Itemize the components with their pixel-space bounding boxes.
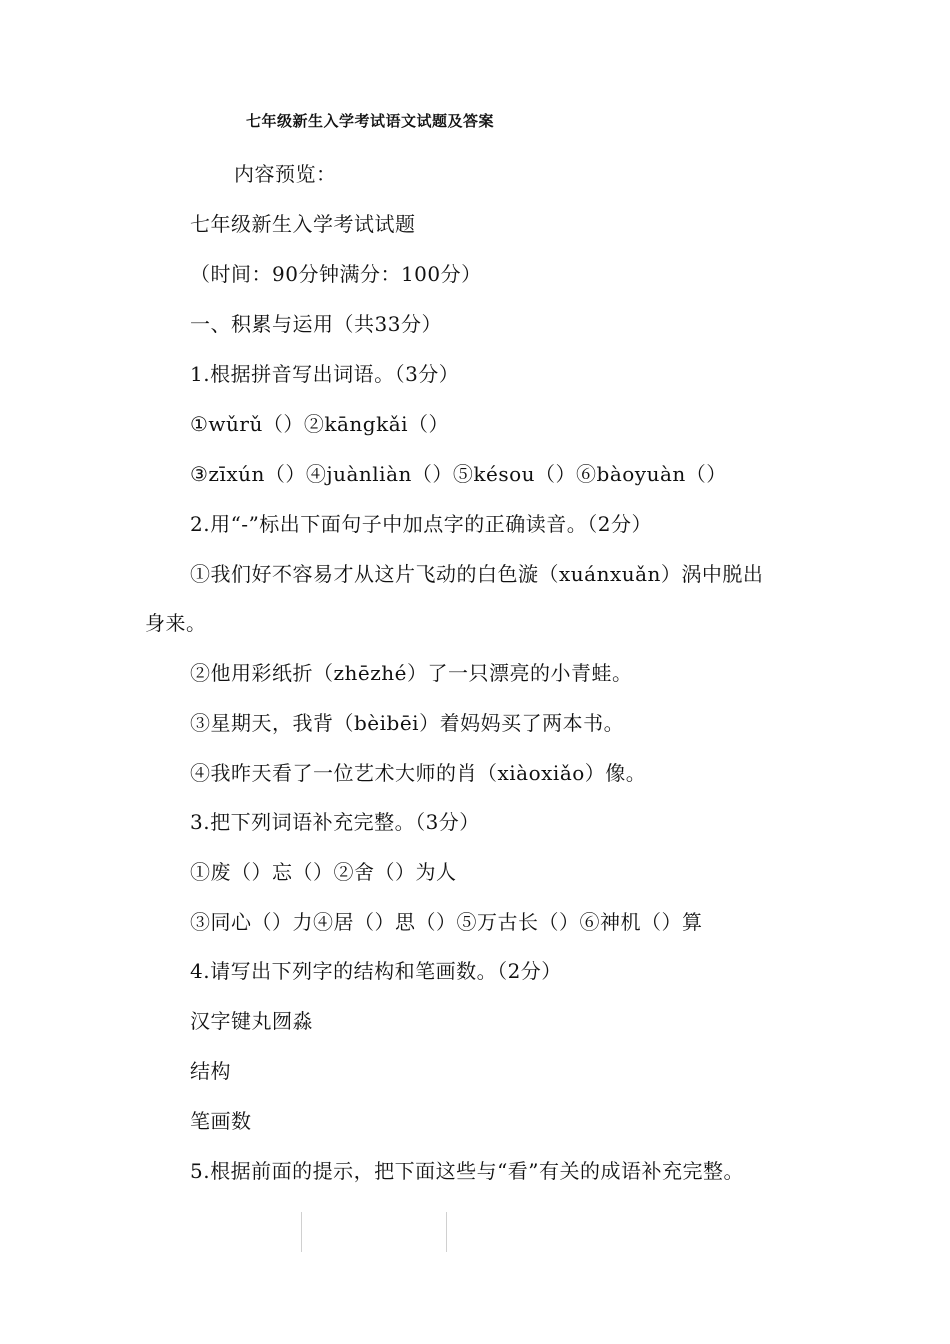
question-4-row-chars: 汉字键丸囫淼 [190,1009,313,1033]
question-2-line-3: ③星期天，我背（bèibēi）着妈妈买了两本书。 [190,711,625,735]
section-heading-1: 一、积累与运用（共33分） [190,312,442,336]
question-2-line-4: ④我昨天看了一位艺术大师的肖（xiàoxiǎo）像。 [190,761,647,785]
table-divider-right [446,1212,447,1252]
question-2-line-1-continued: 身来。 [145,611,207,635]
question-1-line-2: ③zīxún（）④juànliàn（）⑤késou（）⑥bàoyuàn（） [190,462,727,486]
question-3-line-1: ①废（）忘（）②舍（）为人 [190,860,457,884]
exam-title: 七年级新生入学考试试题 [190,212,416,236]
question-1-line-1: ①wǔrǔ（）②kāngkǎi（） [190,412,450,436]
preview-label: 内容预览： [234,162,337,186]
question-4: 4.请写出下列字的结构和笔画数。（2分） [190,959,562,983]
question-3-line-2: ③同心（）力④居（）思（）⑤万古长（）⑥神机（）算 [190,910,703,934]
question-5: 5.根据前面的提示，把下面这些与“看”有关的成语补充完整。 [190,1159,745,1183]
table-divider-left [301,1212,302,1252]
question-4-row-strokes: 笔画数 [190,1109,252,1133]
document-title: 七年级新生入学考试语文试题及答案 [246,112,495,130]
question-2: 2.用“-”标出下面句子中加点字的正确读音。（2分） [190,512,653,536]
question-1: 1.根据拼音写出词语。（3分） [190,362,460,386]
question-2-line-1: ①我们好不容易才从这片飞动的白色漩（xuánxuǎn）涡中脱出 [190,562,764,586]
question-4-row-structure: 结构 [190,1059,231,1083]
question-3: 3.把下列词语补充完整。（3分） [190,810,480,834]
question-2-line-2: ②他用彩纸折（zhēzhé）了一只漂亮的小青蛙。 [190,661,633,685]
time-info: （时间：90分钟满分：100分） [190,262,482,286]
